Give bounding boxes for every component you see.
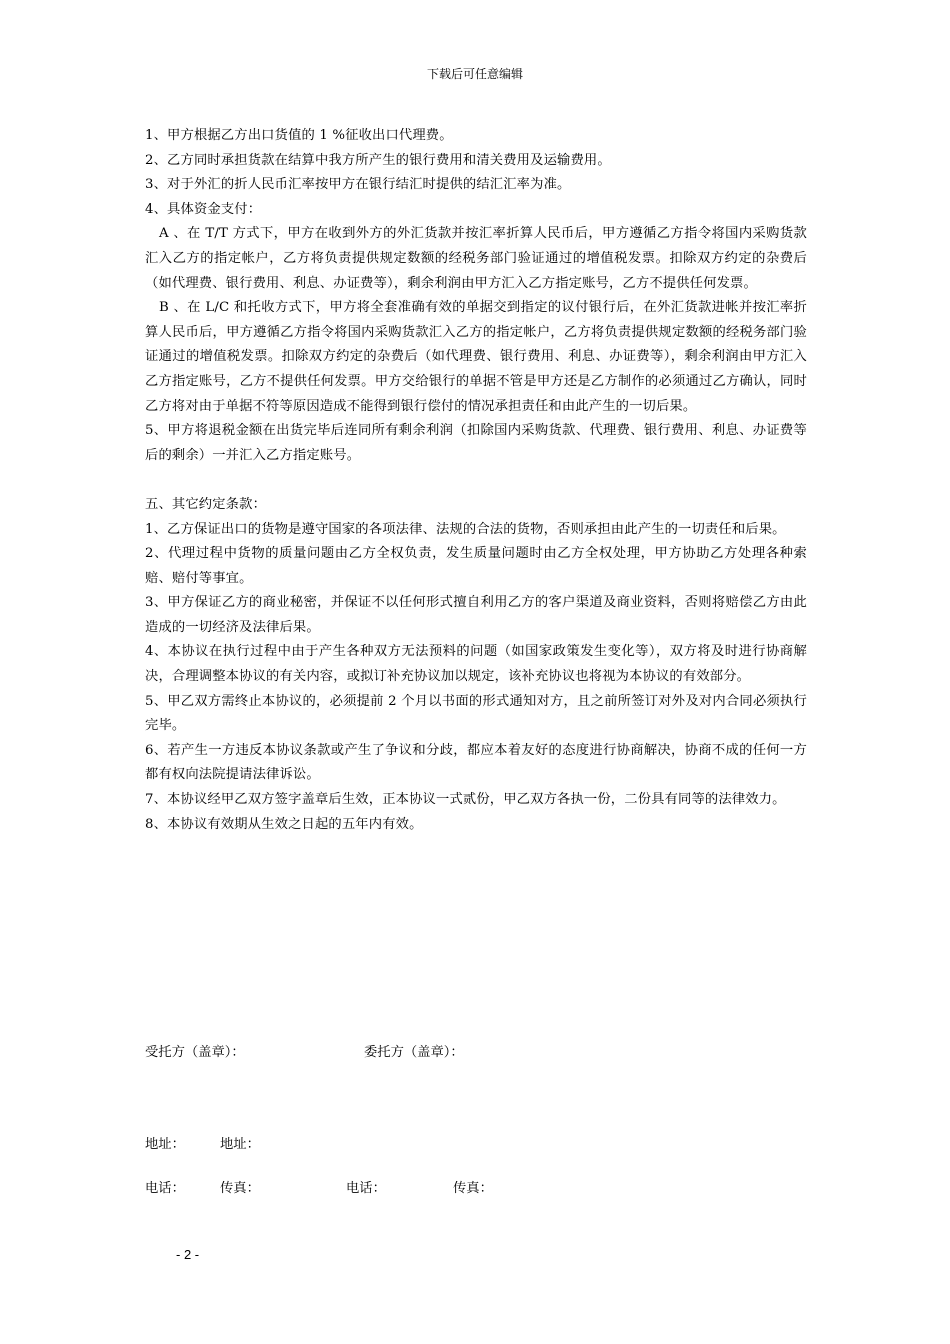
- section-five-item-7: 7、本协议经甲乙双方签字盖章后生效，正本协议一式贰份，甲乙双方各执一份，二份具有同等的法律效力。: [145, 792, 786, 808]
- section-five-item-8: 8、本协议有效期从生效之日起的五年内有效。: [145, 816, 423, 832]
- payment-option-a: A 、在 T/T 方式下，甲方在收到外方的外汇货款并按汇率折算人民币后，甲方遵循乙方指令将国内采购货款汇入乙方的指定帐户，乙方将负责提供规定数额的经税务部门验证通过的增值税发票。扣除双方约定的杂费后（如代理费、银行费用、利息、办证费等），剩余利润由甲方汇入乙方指定账号，乙方不提供任何发票。: [145, 226, 807, 291]
- address-label-2: 地址：: [220, 1137, 260, 1152]
- section-five-item-6: 6、若产生一方违反本协议条款或产生了争议和分歧，都应本着友好的态度进行协商解决，协商不成的任何一方都有权向法院提请法律诉讼。: [145, 742, 807, 783]
- page-number: - 2 -: [176, 1247, 200, 1262]
- clause-fee-2: 2、乙方同时承担货款在结算中我方所产生的银行费用和清关费用及运输费用。: [145, 152, 611, 168]
- section-five-title: 五、其它约定条款：: [145, 496, 267, 512]
- clause-tax-refund: 5、甲方将退税金额在出货完毕后连同所有剩余利润（扣除国内采购货款、代理费、银行费用、利息、办证费等后的剩余）一并汇入乙方指定账号。: [145, 423, 807, 463]
- section-five-item-1: 1、乙方保证出口的货物是遵守国家的各项法律、法规的合法的货物，否则承担由此产生的一切责任和后果。: [145, 521, 786, 537]
- clause-fee-1: 1、甲方根据乙方出口货值的 1 %征收出口代理费。: [145, 128, 453, 143]
- phone-label-2: 电话：: [346, 1181, 386, 1196]
- document-body: [145, 124, 807, 837]
- clause-fee-4: 4、具体资金支付：: [145, 201, 262, 217]
- fax-label-1: 传真：: [220, 1181, 260, 1196]
- address-label-1: 地址：: [145, 1137, 185, 1152]
- payment-option-b: B 、在 L/C 和托收方式下，甲方将全套准确有效的单据交到指定的议付银行后，在外汇货款进帐并按汇率折算人民币后，甲方遵循乙方指令将国内采购货款汇入乙方的指定帐户，乙方将负责提供规定数额的经税务部门验证通过的增值税发票。扣除双方约定的杂费后（如代理费、银行费用、利息、办证费等），剩余利润由甲方汇入乙方指定账号，乙方不提供任何发票。甲方交给银行的单据不管是甲方还是乙方制作的必须通过乙方确认，同时乙方将对由于单据不符等原因造成不能得到银行偿付的情况承担责任和由此产生的一切后果。: [145, 300, 807, 414]
- fax-label-2: 传真：: [453, 1181, 493, 1196]
- header-note: 下载后可任意编辑: [426, 67, 523, 81]
- section-five-item-2: 2、代理过程中货物的质量问题由乙方全权负责，发生质量问题时由乙方全权处理，甲方协助乙方处理各种索赔、赔付等事宜。: [145, 546, 807, 586]
- phone-label-1: 电话：: [145, 1181, 185, 1196]
- section-five-item-3: 3、甲方保证乙方的商业秘密，并保证不以任何形式擅自利用乙方的客户渠道及商业资料，否则将赔偿乙方由此造成的一切经济及法律后果。: [145, 595, 807, 635]
- section-five-item-5: 5、甲乙双方需终止本协议的，必须提前 2 个月以书面的形式通知对方，且之前所签订对外及对内合同必须执行完毕。: [145, 693, 807, 734]
- section-five-item-4: 4、本协议在执行过程中由于产生各种双方无法预料的问题（如国家政策发生变化等），双方将及时进行协商解决，合理调整本协议的有关内容，或拟订补充协议加以规定，该补充协议也将视为本协议的有效部分。: [145, 644, 807, 685]
- entrusted-party-seal-label: 受托方（盖章）：: [145, 1045, 245, 1060]
- entrusting-party-seal-label: 委托方（盖章）：: [364, 1045, 464, 1060]
- paragraph-spacer: [145, 468, 807, 493]
- clause-fee-3: 3、对于外汇的折人民币汇率按甲方在银行结汇时提供的结汇汇率为准。: [145, 177, 571, 193]
